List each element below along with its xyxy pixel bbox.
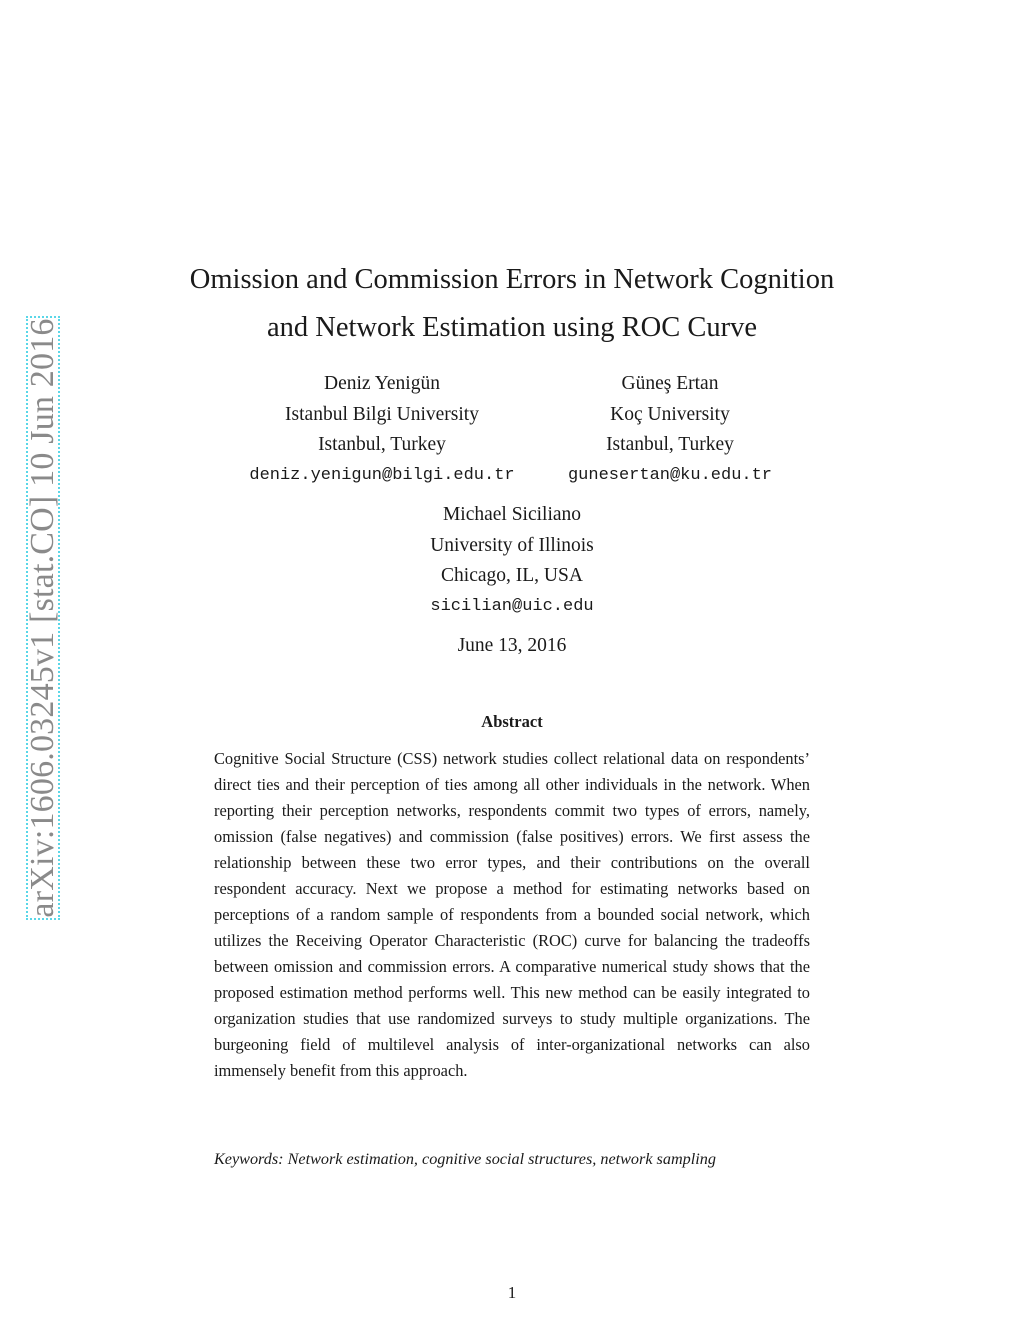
author-block-siciliano: [362, 500, 662, 622]
arxiv-identifier: arXiv:1606.03245v1 [stat.CO] 10 Jun 2016: [24, 318, 61, 918]
abstract-heading: Abstract: [481, 712, 543, 731]
author-name: Güneş Ertan: [621, 373, 719, 394]
keywords: Keywords: Network estimation, cognitive social structures, network sampling: [214, 1150, 716, 1168]
author-name: Michael Siciliano: [442, 504, 582, 525]
author-affiliation: Koç University: [610, 403, 730, 425]
author-name: Deniz Yenigün: [324, 373, 440, 394]
title-line-2: and Network Estimation using ROC Curve: [267, 312, 757, 343]
author-email: gunesertan@ku.edu.tr: [567, 465, 773, 485]
paper-title: [160, 256, 864, 352]
publication-date: June 13, 2016: [457, 635, 567, 656]
page-number: 1: [507, 1283, 517, 1302]
abstract-body: Cognitive Social Structure (CSS) network studies collect relational data on respondents’ direct ties and their perception of ties among all other individuals in the network. When reporting their perception networks, respondents commit two types of errors, namely, omission (false negatives) and commission (false positives) errors. We first assess the relationship between these two error types, and their contributions on the overall respondent accuracy. Next we propose a method for estimating networks based on perceptions of a random sample of respondents from a bounded social network, which utilizes the Receiving Operator Characteristic (ROC) curve for balancing the tradeoffs between omission and commission errors. A comparative numerical study shows that the proposed estimation method performs well. This new method can be easily integrated to organization studies that use randomized surveys to study multiple organizations. The burgeoning field of multilevel analysis of inter-organizational networks can also immensely benefit from this approach.: [214, 749, 810, 1080]
author-location: Chicago, IL, USA: [441, 565, 583, 586]
title-line-1: Omission and Commission Errors in Network Cognition: [189, 264, 835, 295]
author-block-yenigun: [232, 369, 532, 491]
arxiv-stamp: [26, 316, 60, 920]
author-email: sicilian@uic.edu: [430, 596, 594, 616]
author-email: deniz.yenigun@bilgi.edu.tr: [249, 465, 515, 485]
author-location: Istanbul, Turkey: [318, 434, 446, 455]
author-affiliation: University of Illinois: [430, 534, 594, 556]
author-affiliation: Istanbul Bilgi University: [285, 403, 479, 425]
author-block-ertan: [520, 369, 820, 491]
author-location: Istanbul, Turkey: [606, 434, 734, 455]
